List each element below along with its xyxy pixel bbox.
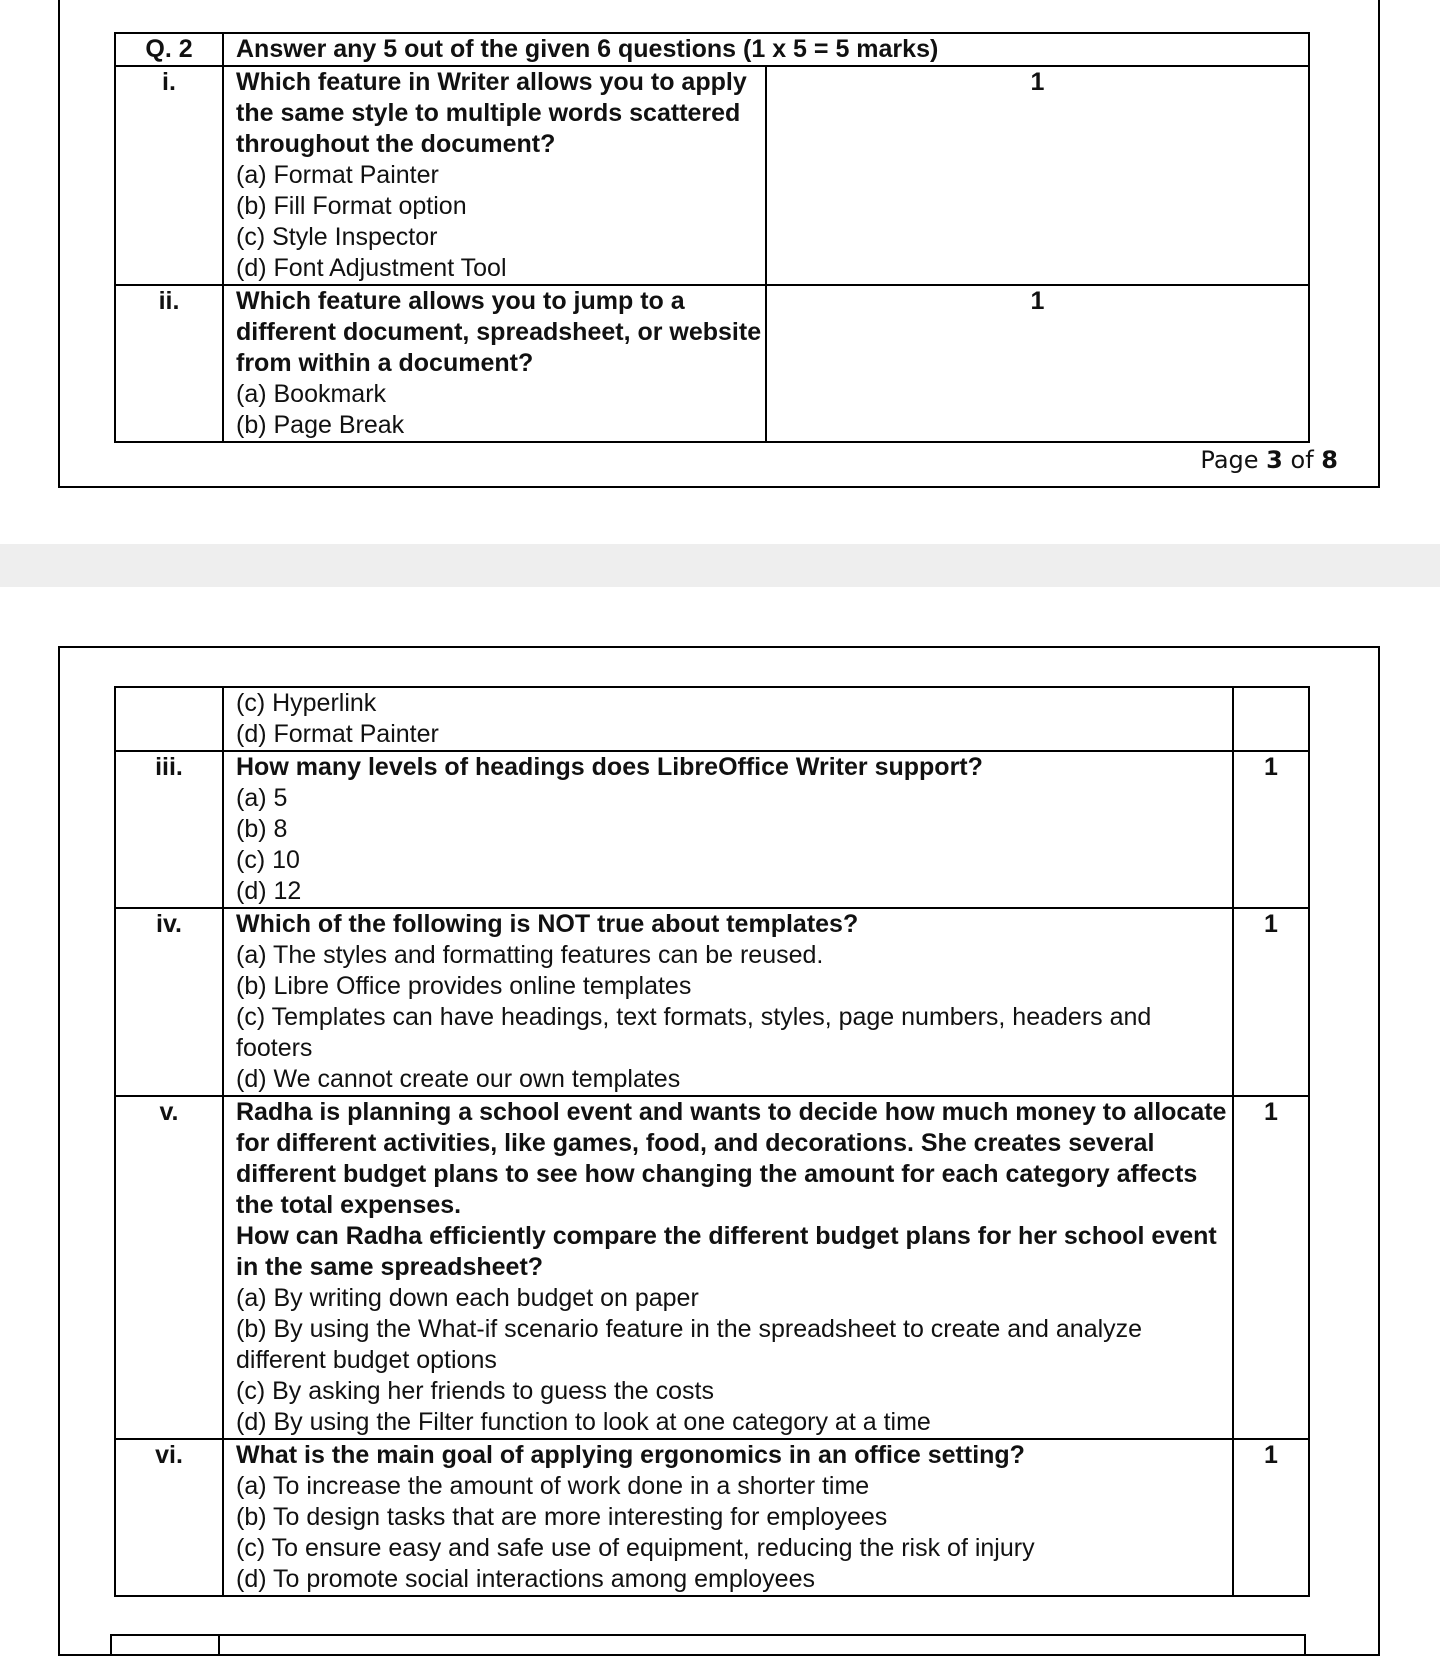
option: (d) We cannot create our own templates	[236, 1065, 681, 1093]
page-number-of: of	[1290, 446, 1314, 474]
question-text: Which of the following is NOT true about templates?	[236, 910, 859, 938]
page-number-total: 8	[1321, 446, 1338, 474]
question-number: iii.	[115, 751, 223, 908]
table-row	[115, 908, 1309, 1096]
question-cell	[223, 1096, 1233, 1439]
question-number: vi.	[115, 1439, 223, 1596]
option: (b) Libre Office provides online templates	[236, 972, 692, 1000]
question-cell	[223, 908, 1233, 1096]
table-row	[115, 285, 1309, 442]
question-cell	[223, 751, 1233, 908]
option: (a) Bookmark	[236, 380, 387, 408]
questions-table-part-2	[114, 686, 1310, 1597]
page-4	[58, 646, 1380, 1656]
question-marks: 1	[1233, 751, 1309, 908]
page-3	[58, 0, 1380, 488]
table-row	[115, 1439, 1309, 1596]
question-number: i.	[115, 66, 223, 285]
table-row	[115, 1096, 1309, 1439]
option: (b) 8	[236, 815, 288, 843]
next-table-top-edge	[110, 1634, 1306, 1654]
option: (c) 10	[236, 846, 300, 874]
table-row	[115, 66, 1309, 285]
section-label: Q. 2	[115, 33, 223, 66]
option: (b) By using the What-if scenario feature in the spreadsheet to create and analyze different budget options	[236, 1315, 1143, 1374]
page-number-current: 3	[1266, 446, 1283, 474]
question-number: ii.	[115, 285, 223, 442]
page-number-prefix: Page	[1200, 446, 1259, 474]
option: (c) By asking her friends to guess the costs	[236, 1377, 714, 1405]
question-number: v.	[115, 1096, 223, 1439]
question-marks: 1	[766, 285, 1309, 442]
questions-table-part-1	[114, 32, 1310, 443]
column-divider	[218, 1636, 220, 1656]
question-cell	[223, 66, 766, 285]
question-number: iv.	[115, 908, 223, 1096]
option: (c) Templates can have headings, text formats, styles, page numbers, headers and footers	[236, 1003, 1152, 1062]
question-text: Which feature allows you to jump to a different document, spreadsheet, or website from within a document?	[236, 287, 762, 377]
option: (b) Fill Format option	[236, 192, 467, 220]
question-marks: 1	[1233, 908, 1309, 1096]
section-instruction: Answer any 5 out of the given 6 questions (1 x 5 = 5 marks)	[223, 33, 1309, 66]
question-cell	[223, 1439, 1233, 1596]
option: (b) To design tasks that are more interesting for employees	[236, 1503, 888, 1531]
option: (c) Style Inspector	[236, 223, 438, 251]
question-marks-empty	[1233, 687, 1309, 751]
option: (d) By using the Filter function to look at one category at a time	[236, 1408, 931, 1436]
page-gap	[0, 544, 1440, 587]
question-text-continued: How can Radha efficiently compare the different budget plans for her school event in the same spreadsheet?	[236, 1222, 1217, 1281]
option: (d) 12	[236, 877, 302, 905]
option: (c) To ensure easy and safe use of equipment, reducing the risk of injury	[236, 1534, 1035, 1562]
table-row	[115, 33, 1309, 66]
option: (d) To promote social interactions among employees	[236, 1565, 815, 1593]
question-text: Which feature in Writer allows you to apply the same style to multiple words scattered throughout the document?	[236, 68, 747, 158]
question-number-empty	[115, 687, 223, 751]
option: (a) By writing down each budget on paper	[236, 1284, 699, 1312]
option: (b) Page Break	[236, 411, 405, 439]
question-marks: 1	[1233, 1439, 1309, 1596]
question-cell-continued	[223, 687, 1233, 751]
table-row	[115, 687, 1309, 751]
question-text: What is the main goal of applying ergonomics in an office setting?	[236, 1441, 1025, 1469]
question-text: Radha is planning a school event and wants to decide how much money to allocate for different activities, like games, food, and decorations. She creates several different budget plans to see how changing the amount for each category affects the total expenses.	[236, 1098, 1227, 1219]
table-row	[115, 751, 1309, 908]
question-cell	[223, 285, 766, 442]
option: (a) The styles and formatting features can be reused.	[236, 941, 824, 969]
option: (a) To increase the amount of work done in a shorter time	[236, 1472, 870, 1500]
question-marks: 1	[766, 66, 1309, 285]
option: (d) Format Painter	[236, 720, 439, 748]
option: (c) Hyperlink	[236, 689, 377, 717]
question-marks: 1	[1233, 1096, 1309, 1439]
option: (d) Font Adjustment Tool	[236, 254, 507, 282]
option: (a) Format Painter	[236, 161, 439, 189]
option: (a) 5	[236, 784, 288, 812]
question-text: How many levels of headings does LibreOffice Writer support?	[236, 753, 983, 781]
page-number	[1200, 446, 1338, 474]
